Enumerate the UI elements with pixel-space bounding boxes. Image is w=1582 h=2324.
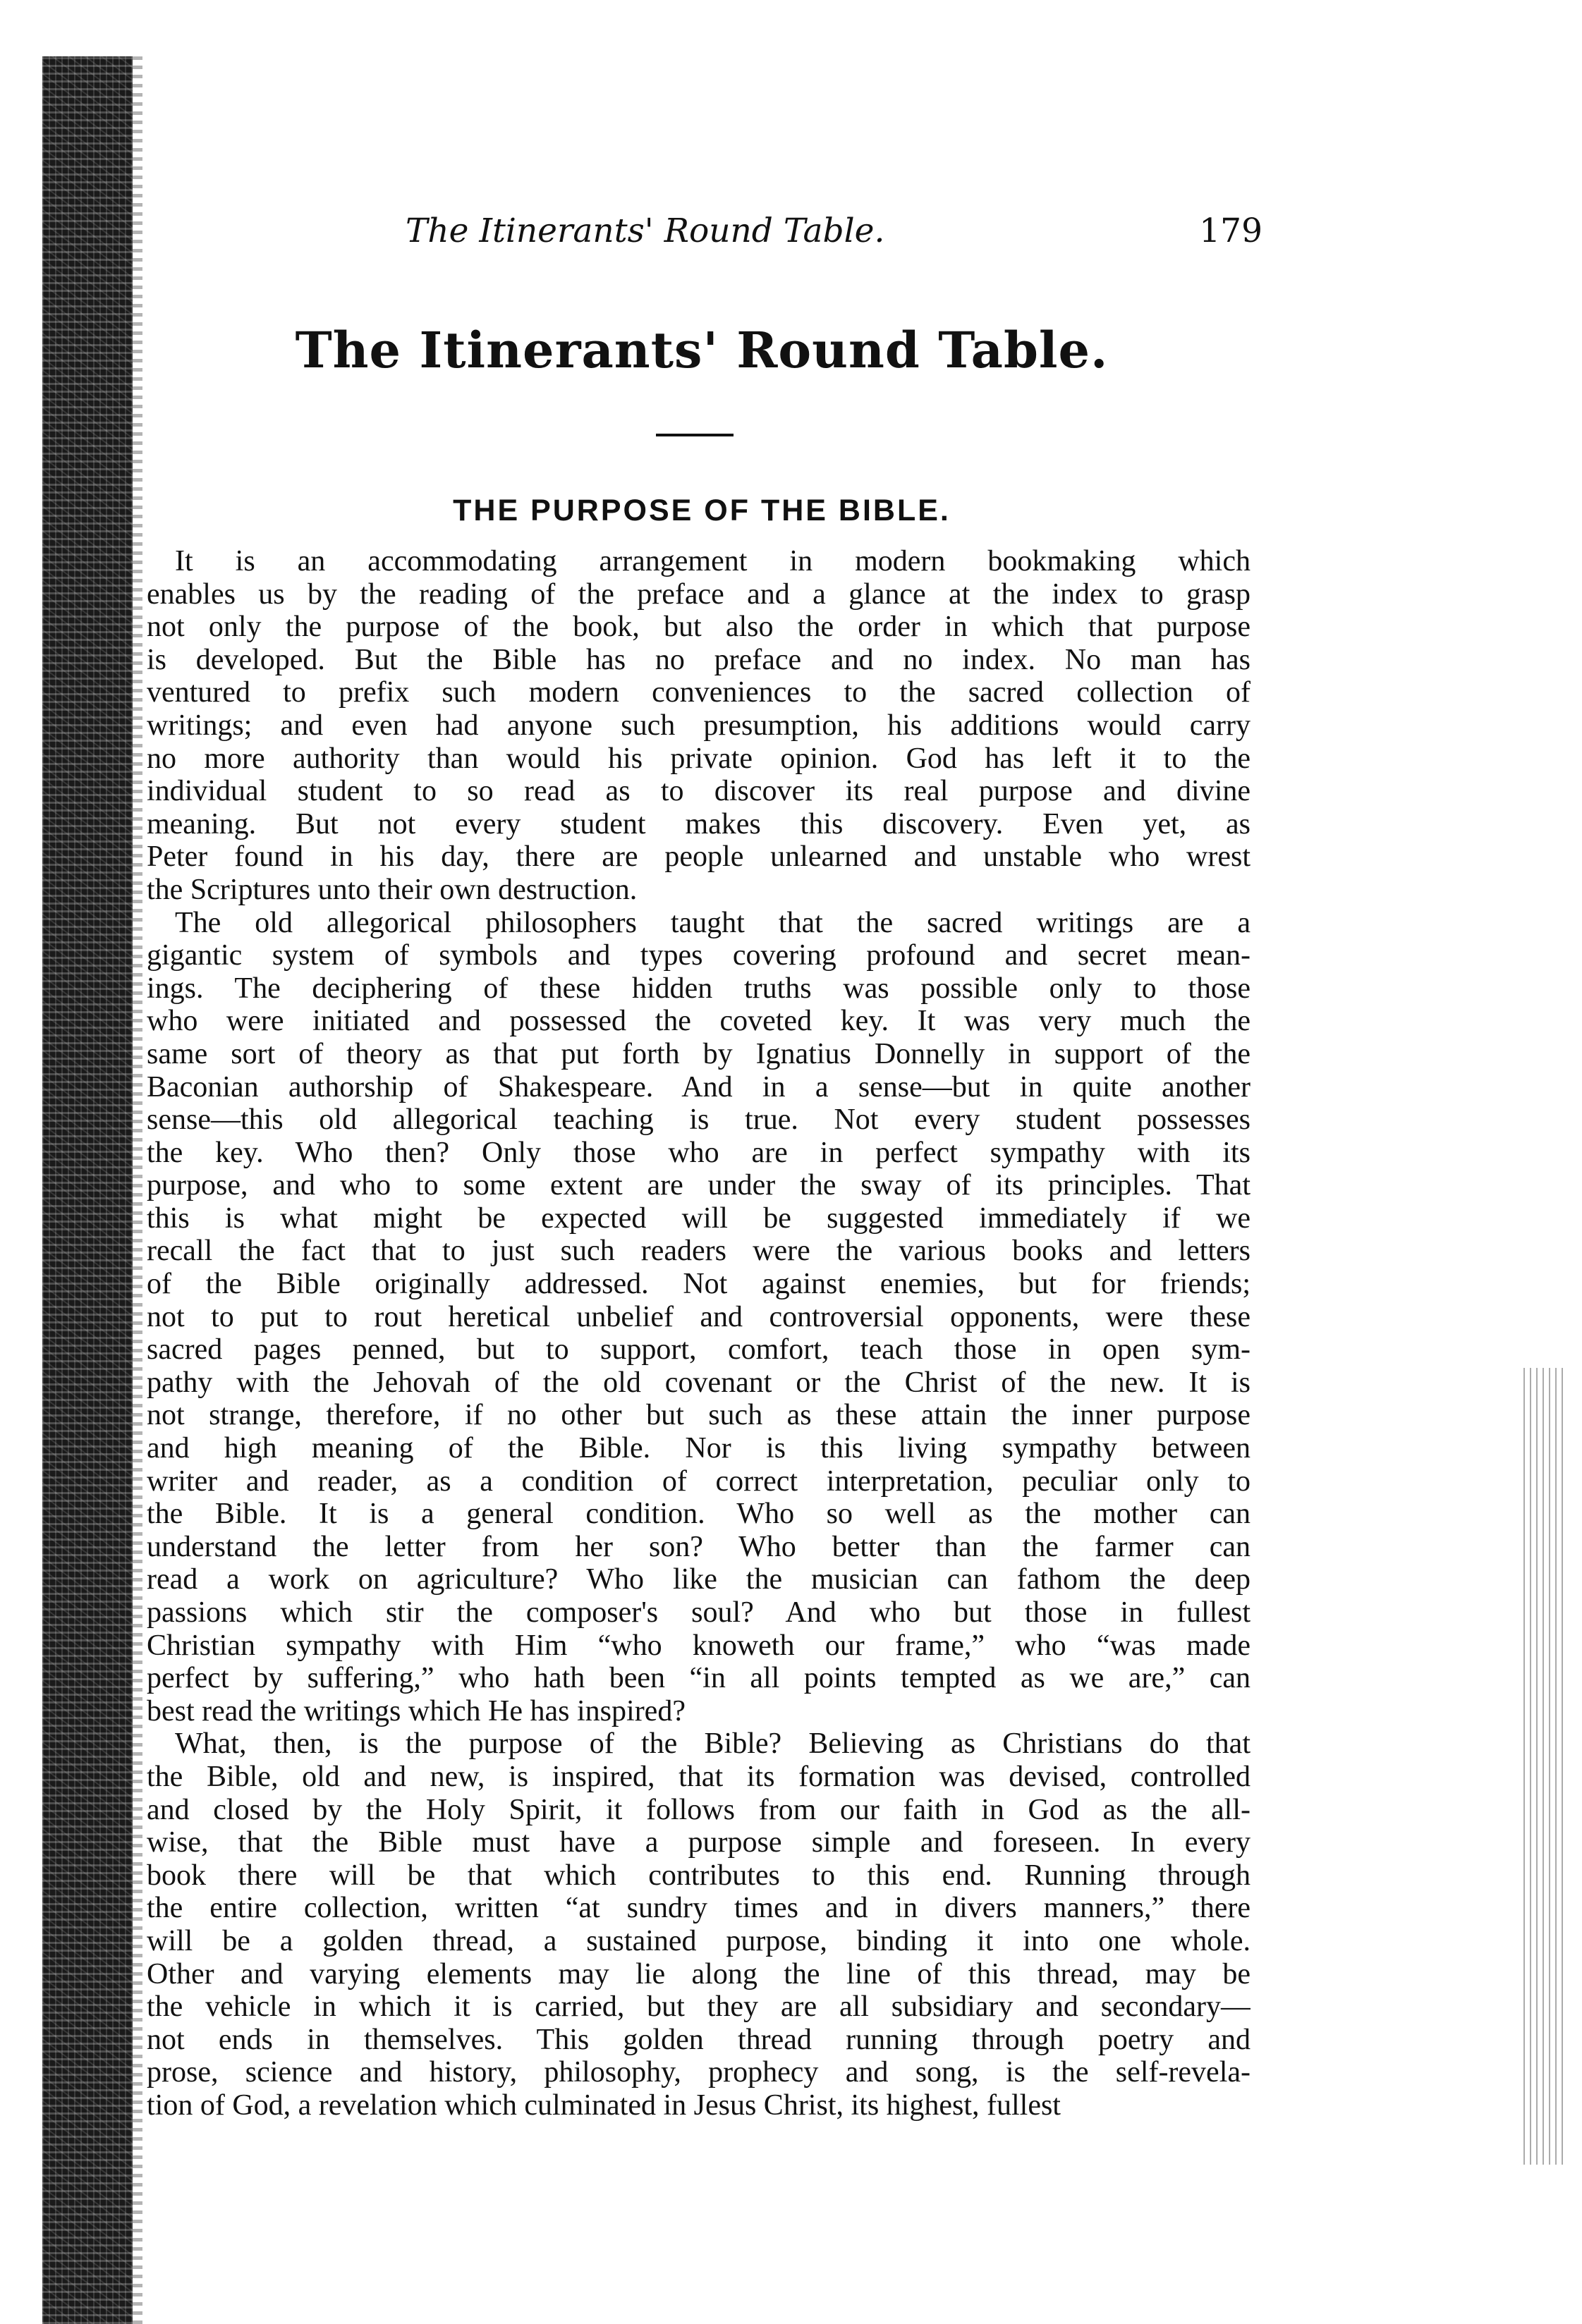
text-line: read a work on agriculture? Who like the musician can fathom the deep: [147, 1563, 1251, 1596]
text-line: purpose, and who to some extent are under the sway of its principles. That: [147, 1169, 1251, 1202]
text-line: not to put to rout heretical unbelief and controversial opponents, were these: [147, 1300, 1251, 1333]
book-binding-edge: [42, 56, 133, 2324]
article-heading: THE PURPOSE OF THE BIBLE.: [453, 494, 951, 527]
text-line: the Bible, old and new, is inspired, that its formation was devised, controlled: [147, 1760, 1251, 1793]
text-line: and closed by the Holy Spirit, it follows from our faith in God as the all-: [147, 1793, 1251, 1826]
text-line: the Scriptures unto their own destruction.: [147, 873, 638, 906]
text-line: pathy with the Jehovah of the old covenant or the Christ of the new. It is: [147, 1366, 1251, 1399]
text-line: Peter found in his day, there are people unlearned and unstable who wrest: [147, 840, 1251, 874]
title-rule: [656, 434, 734, 436]
text-line: Christian sympathy with Him “who knoweth our frame,” who “was made: [147, 1629, 1251, 1662]
text-line: will be a golden thread, a sustained purpose, binding it into one whole.: [147, 1924, 1251, 1957]
text-line: ings. The deciphering of these hidden truths was possible only to those: [147, 972, 1251, 1005]
section-title: The Itinerants' Round Table.: [295, 321, 1109, 379]
text-line: recall the fact that to just such readers were the various books and letters: [147, 1235, 1251, 1268]
text-line: the vehicle in which it is carried, but they are all subsidiary and secondary—: [147, 1990, 1251, 2024]
text-line: The old allegorical philosophers taught that the sacred writings are a: [175, 906, 1251, 939]
text-line: writer and reader, as a condition of correct interpretation, peculiar only to: [147, 1464, 1251, 1498]
text-line: tion of God, a revelation which culminated in Jesus Christ, its highest, fullest: [147, 2088, 1061, 2122]
text-line: Other and varying elements may lie along the line of this thread, may be: [147, 1957, 1251, 1990]
text-line: perfect by suffering,” who hath been “in all points tempted as we are,” can: [147, 1662, 1251, 1695]
text-line: understand the letter from her son? Who better than the farmer can: [147, 1530, 1251, 1563]
text-line: sense—this old allegorical teaching is true. Not every student possesses: [147, 1103, 1251, 1137]
paragraph: [147, 545, 1251, 907]
page-number: 179: [1199, 212, 1262, 250]
text-line: same sort of theory as that put forth by Ignatius Donnelly in support of the: [147, 1037, 1251, 1070]
text-line: Baconian authorship of Shakespeare. And in a sense—but in quite another: [147, 1070, 1251, 1103]
paragraph: [147, 1727, 1251, 2122]
text-line: wise, that the Bible must have a purpose simple and foreseen. In every: [147, 1826, 1251, 1859]
text-line: sacred pages penned, but to support, comfort, teach those in open sym-: [147, 1333, 1251, 1366]
text-line: the Bible. It is a general condition. Who so well as the mother can: [147, 1498, 1251, 1531]
text-line: ventured to prefix such modern conveniences to the sacred collection of: [147, 676, 1251, 709]
text-line: and high meaning of the Bible. Nor is this living sympathy between: [147, 1432, 1251, 1465]
text-line: not ends in themselves. This golden thread running through poetry and: [147, 2023, 1251, 2056]
paragraph: [147, 907, 1251, 1728]
text-line: the key. Who then? Only those who are in perfect sympathy with its: [147, 1136, 1251, 1169]
text-line: best read the writings which He has inspired?: [147, 1694, 686, 1727]
text-line: individual student to so read as to discover its real purpose and divine: [147, 775, 1251, 808]
text-line: gigantic system of symbols and types covering profound and secret mean-: [147, 939, 1251, 972]
text-line: What, then, is the purpose of the Bible? Believing as Christians do that: [175, 1727, 1251, 1761]
text-line: the entire collection, written “at sundry times and in divers manners,” there: [147, 1892, 1251, 1925]
running-head: [141, 212, 1262, 261]
running-head-title: The Itinerants' Round Table.: [406, 212, 885, 250]
text-line: book there will be that which contributes to this end. Running through: [147, 1859, 1251, 1892]
text-line: prose, science and history, philosophy, prophecy and song, is the self-revela-: [147, 2056, 1251, 2089]
text-line: who were initiated and possessed the coveted key. It was very much the: [147, 1005, 1251, 1038]
text-line: no more authority than would his private opinion. God has left it to the: [147, 742, 1251, 775]
article-body: [147, 545, 1251, 2122]
text-line: this is what might be expected will be suggested immediately if we: [147, 1201, 1251, 1235]
text-line: meaning. But not every student makes this discovery. Even yet, as: [147, 807, 1251, 840]
text-line: enables us by the reading of the preface and a glance at the index to grasp: [147, 577, 1251, 611]
text-line: It is an accommodating arrangement in modern bookmaking which: [175, 545, 1251, 577]
page-edge-shadow: [1523, 1368, 1566, 2165]
text-line: not strange, therefore, if no other but such as these attain the inner purpose: [147, 1399, 1251, 1432]
text-line: not only the purpose of the book, but also the order in which that purpose: [147, 611, 1251, 644]
text-line: is developed. But the Bible has no preface and no index. No man has: [147, 643, 1251, 676]
text-line: of the Bible originally addressed. Not against enemies, but for friends;: [147, 1268, 1251, 1301]
text-line: passions which stir the composer's soul? And who but those in fullest: [147, 1596, 1251, 1629]
text-line: writings; and even had anyone such presumption, his additions would carry: [147, 709, 1251, 742]
